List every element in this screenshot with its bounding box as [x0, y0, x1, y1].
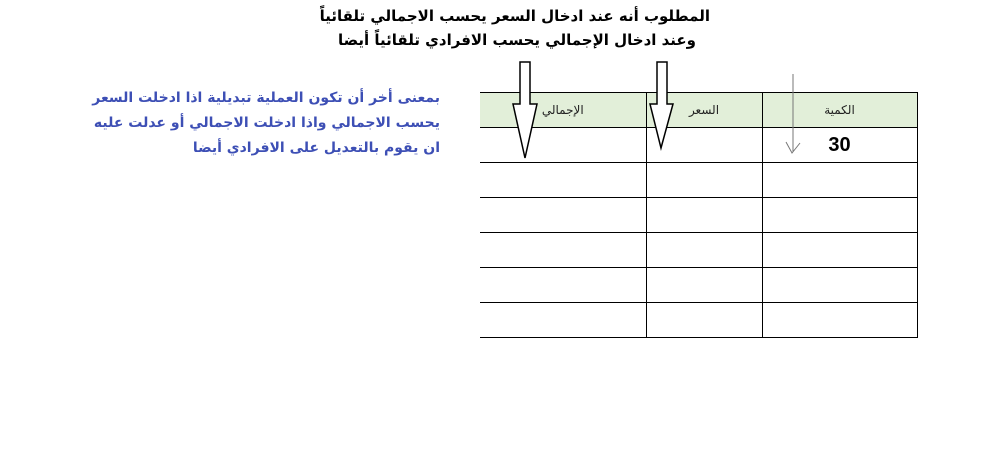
heading-line-2: وعند ادخال الإجمالي يحسب الافرادي تلقائياً أيضا: [337, 31, 696, 49]
cell-quantity[interactable]: [762, 303, 917, 338]
table-row: [480, 233, 917, 268]
cell-quantity[interactable]: [762, 233, 917, 268]
cell-price[interactable]: [646, 198, 762, 233]
table-row: [480, 303, 917, 338]
data-grid: [480, 92, 918, 338]
cell-price[interactable]: [646, 163, 762, 198]
table-row: [480, 128, 917, 163]
cell-price[interactable]: [646, 233, 762, 268]
note-line-2: يحسب الاجمالي واذا ادخلت الاجمالي أو عدلت عليه: [93, 115, 440, 131]
cell-total[interactable]: [480, 303, 646, 338]
cell-price[interactable]: [646, 128, 762, 163]
header-row: [480, 93, 917, 128]
spreadsheet-table: [480, 92, 917, 338]
note-line-1: بمعنى أخر أن تكون العملية تبديلية اذا ادخلت السعر: [92, 90, 440, 106]
cell-total[interactable]: [480, 268, 646, 303]
cell-total[interactable]: [480, 128, 646, 163]
header-quantity: الكمية: [762, 93, 917, 128]
cell-total[interactable]: [480, 233, 646, 268]
cell-quantity[interactable]: 30: [762, 128, 917, 163]
table-row: [480, 198, 917, 233]
cell-total[interactable]: [480, 163, 646, 198]
cell-total[interactable]: [480, 198, 646, 233]
heading-line-1: المطلوب أنه عند ادخال السعر يحسب الاجمالي تلقائياً: [319, 7, 710, 25]
cell-price[interactable]: [646, 303, 762, 338]
table-row: [480, 163, 917, 198]
cell-quantity[interactable]: [762, 198, 917, 233]
explanation-note: [0, 86, 440, 161]
cell-quantity[interactable]: [762, 268, 917, 303]
header-price: السعر: [646, 93, 762, 128]
table-row: [480, 268, 917, 303]
cell-quantity[interactable]: [762, 163, 917, 198]
header-total: الإجمالي: [480, 93, 646, 128]
cell-price[interactable]: [646, 268, 762, 303]
note-line-3: ان يقوم بالتعديل على الافرادي أيضا: [192, 140, 440, 156]
instructions-heading: [240, 4, 710, 52]
